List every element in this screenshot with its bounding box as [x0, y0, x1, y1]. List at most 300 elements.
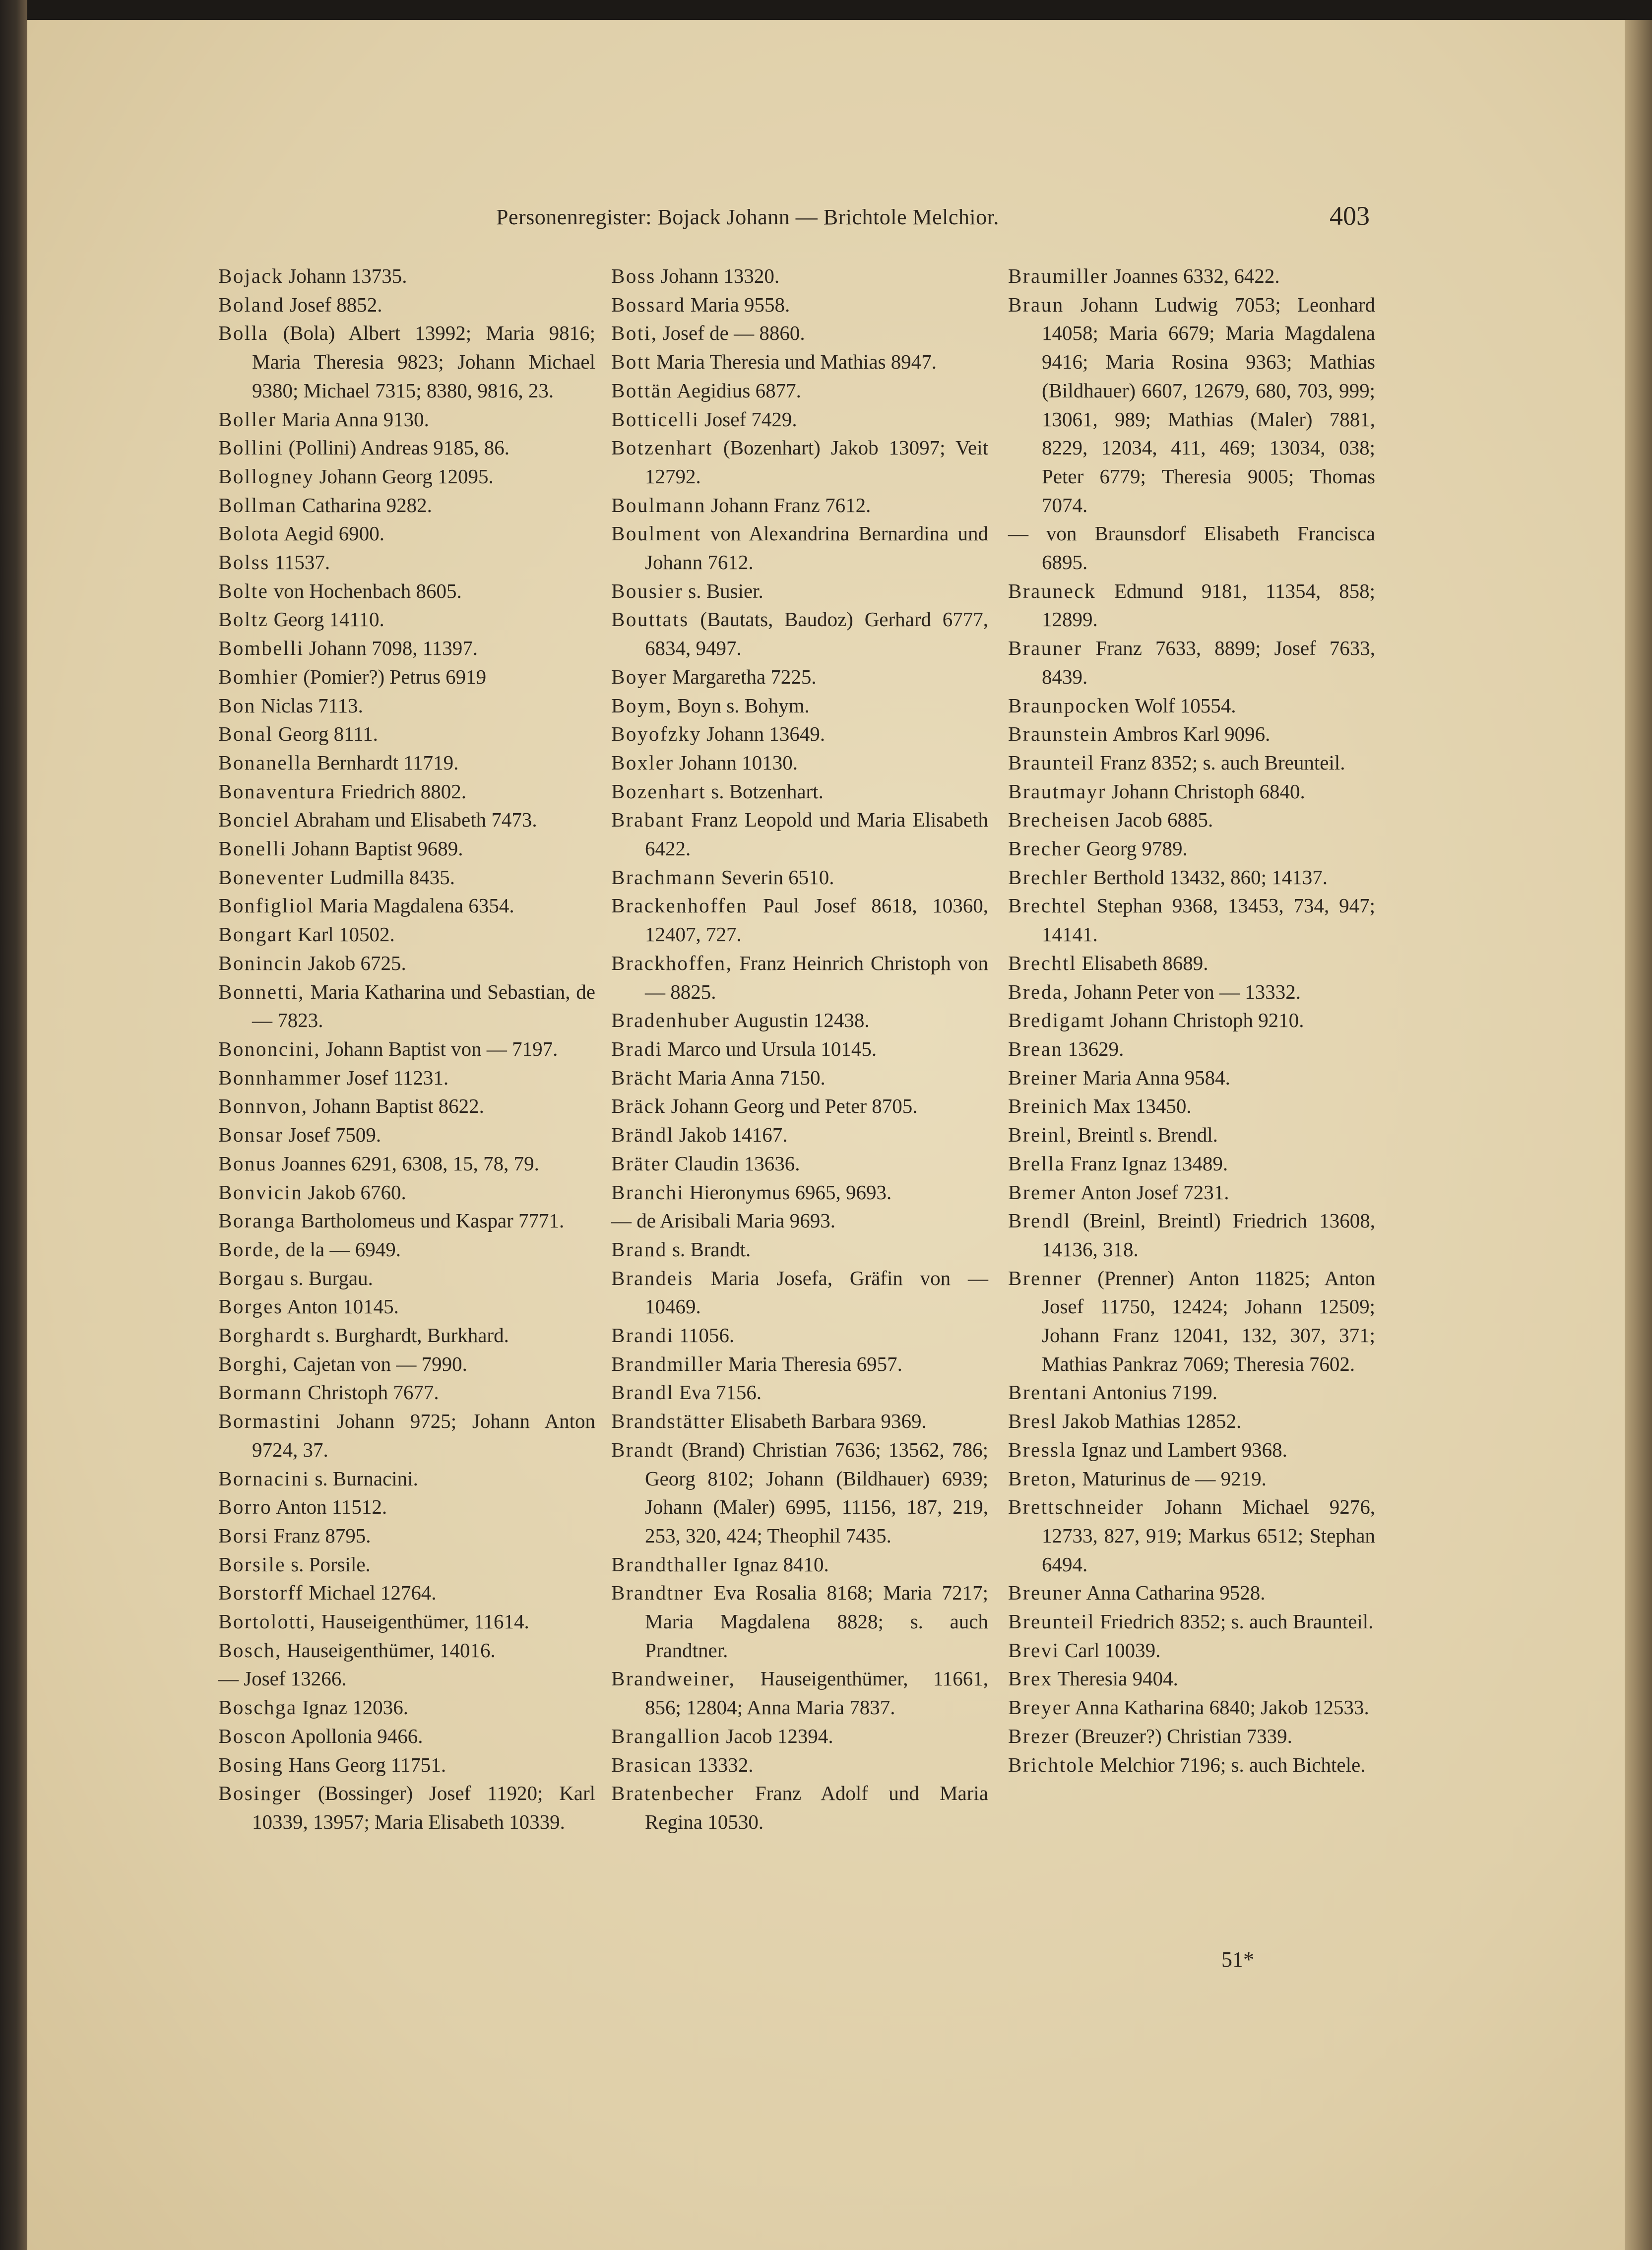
entry-text: Georg 8111. [273, 722, 378, 746]
entry-text: Johann 13320. [655, 264, 780, 287]
entry-lemma: Borsi [218, 1524, 269, 1547]
index-entry [218, 920, 595, 949]
entry-text: Bartholomeus und Kaspar 7771. [296, 1209, 565, 1232]
index-column-2 [611, 262, 988, 1837]
entry-text: Johann Christoph 9210. [1105, 1009, 1304, 1032]
entry-text: Franz Adolf und Maria Regina 10530. [645, 1782, 988, 1833]
entry-text: Cajetan von — 7990. [288, 1352, 467, 1375]
entry-lemma: Breyer [1008, 1696, 1071, 1719]
index-entry [218, 1321, 595, 1350]
index-entry [1008, 1064, 1375, 1093]
index-entry [1008, 1092, 1375, 1121]
entry-text: Margaretha 7225. [667, 665, 817, 688]
entry-lemma: Brentani [1008, 1381, 1088, 1404]
entry-lemma: Boxler [611, 751, 674, 774]
index-entry [218, 1235, 595, 1264]
entry-text: s. Porsile. [285, 1552, 371, 1576]
entry-text: Friedrich 8802. [335, 779, 467, 803]
entry-text: (Breinl, Breintl) Friedrich 13608, 14136, 318. [1042, 1209, 1375, 1261]
entry-lemma: Bradenhuber [611, 1009, 730, 1032]
index-column-1 [218, 262, 595, 1837]
index-entry [611, 1665, 988, 1722]
entry-text: Josef 11231. [341, 1066, 449, 1089]
entry-text: Georg 9789. [1081, 837, 1188, 860]
index-entry [611, 1235, 988, 1264]
entry-text: s. Busier. [683, 579, 763, 602]
index-entry [218, 692, 595, 720]
entry-lemma: Brächt [611, 1066, 673, 1089]
entry-lemma: Brechtel [1008, 894, 1087, 917]
index-entry [218, 434, 595, 462]
entry-text: (Bossinger) Josef 11920; Karl 10339, 13957; Maria Elisabeth 10339. [252, 1782, 595, 1833]
entry-text: Ignaz und Lambert 9368. [1077, 1438, 1287, 1461]
entry-text: Maria Anna 9584. [1078, 1066, 1230, 1089]
entry-lemma: Boyofzky [611, 722, 701, 746]
index-entry [218, 835, 595, 863]
entry-lemma: Botticelli [611, 407, 699, 431]
entry-text: Johann Christoph 6840. [1106, 779, 1305, 803]
index-entry [218, 1292, 595, 1321]
entry-text: Breintl s. Brendl. [1073, 1123, 1218, 1147]
index-entry [1008, 291, 1375, 520]
entry-text: Niclas 7113. [255, 694, 363, 717]
entry-text: Friedrich 8352; s. auch Braunteil. [1095, 1610, 1374, 1633]
index-entry [1008, 1579, 1375, 1607]
entry-text: Jakob 6725. [303, 951, 406, 974]
index-entry [611, 1779, 988, 1836]
index-entry [611, 892, 988, 949]
entry-text: (Pomier?) Petrus 6919 [298, 665, 487, 688]
index-entry [1008, 835, 1375, 863]
entry-text: Franz 8795. [268, 1524, 371, 1547]
index-entry [1008, 1150, 1375, 1178]
entry-text: s. Brandt. [667, 1237, 751, 1261]
index-entry [611, 949, 988, 1006]
entry-lemma: Brandt [611, 1438, 674, 1461]
entry-text: Ambros Karl 9096. [1108, 722, 1271, 746]
entry-lemma: Breinich [1008, 1094, 1088, 1118]
entry-text: Jakob 6760. [303, 1180, 406, 1204]
entry-lemma: Bresl [1008, 1410, 1058, 1433]
entry-lemma: Bottän [611, 379, 673, 402]
entry-text: Josef 7429. [699, 407, 797, 431]
entry-text: Jakob Mathias 12852. [1057, 1410, 1242, 1433]
entry-text: (Bozenhart) Jakob 13097; Veit 12792. [645, 436, 988, 488]
entry-lemma: Bononcini, [218, 1037, 321, 1060]
index-entry [1008, 519, 1375, 577]
page-edge-shadow [1625, 20, 1652, 2250]
entry-text: Ludmilla 8435. [324, 865, 455, 889]
entry-text: Franz 8352; s. auch Breunteil. [1095, 751, 1345, 774]
entry-lemma: Breunteil [1008, 1610, 1095, 1633]
entry-text: 11056. [674, 1324, 735, 1347]
entry-text: Johann Michael 9276, 12733, 827, 919; Markus 6512; Stephan 6494. [1042, 1495, 1375, 1576]
entry-lemma: Borsile [218, 1552, 286, 1576]
entry-lemma: Bongart [218, 923, 293, 946]
entry-text: (Breuzer?) Christian 7339. [1070, 1724, 1292, 1747]
index-entry [611, 1264, 988, 1321]
entry-lemma: Botzenhart [611, 436, 713, 459]
entry-lemma: Bonsar [218, 1123, 284, 1147]
entry-text: s. Burghardt, Burkhard. [312, 1324, 509, 1347]
entry-text: Anton Josef 7231. [1076, 1180, 1229, 1204]
index-entry [218, 1779, 595, 1836]
index-entry [218, 1350, 595, 1379]
entry-lemma: Bouttats [611, 608, 689, 631]
index-entry [218, 1465, 595, 1493]
entry-lemma: Brechler [1008, 865, 1088, 889]
entry-text: s. Burgau. [285, 1266, 373, 1289]
entry-lemma: Brean [1008, 1037, 1063, 1060]
entry-lemma: Bollogney [218, 464, 315, 488]
entry-text: von Alexandrina Bernardina und Johann 7612. [645, 522, 988, 574]
entry-lemma: Brezer [1008, 1724, 1070, 1747]
index-entry [1008, 577, 1375, 634]
entry-lemma: Brandi [611, 1324, 674, 1347]
entry-lemma: Bozenhart [611, 779, 706, 803]
entry-text: Franz Ignaz 13489. [1065, 1152, 1228, 1175]
scan-top-border [0, 0, 1652, 20]
index-entry [611, 692, 988, 720]
index-entry [218, 1579, 595, 1607]
index-entry [1008, 863, 1375, 892]
index-entry [1008, 1693, 1375, 1722]
entry-text: 13332. [692, 1753, 754, 1776]
index-entry [218, 749, 595, 777]
entry-text: Aegidius 6877. [673, 379, 801, 402]
entry-lemma: Bonnhammer [218, 1066, 342, 1089]
index-entry [218, 577, 595, 606]
index-entry [218, 1264, 595, 1293]
entry-lemma: Boland [218, 293, 285, 316]
index-entry [611, 1178, 988, 1207]
index-entry [611, 605, 988, 662]
entry-text: Severin 6510. [716, 865, 834, 889]
entry-lemma: Boschga [218, 1696, 297, 1719]
entry-text: Hauseigenthümer, 14016. [281, 1638, 496, 1662]
entry-lemma: Brechtl [1008, 951, 1077, 974]
index-entry [218, 491, 595, 520]
entry-text: (Bola) Albert 13992; Maria 9816; Maria Theresia 9823; Johann Michael 9380; Michael 7315; 8380, 9816, 23. [252, 321, 595, 402]
entry-text: von Hochenbach 8605. [268, 579, 462, 602]
index-entry [218, 1092, 595, 1121]
entry-lemma: Borgau [218, 1266, 285, 1289]
entry-text: Johann Georg und Peter 8705. [666, 1094, 918, 1118]
entry-lemma: Bremer [1008, 1180, 1077, 1204]
entry-text: Hieronymus 6965, 9693. [684, 1180, 892, 1204]
entry-text: Joannes 6332, 6422. [1108, 264, 1280, 287]
index-entry [611, 348, 988, 377]
entry-text: Maria 9558. [685, 293, 790, 316]
entry-lemma: Bosing [218, 1753, 284, 1776]
entry-text: Elisabeth 8689. [1077, 951, 1208, 974]
entry-text: Johann 10130. [674, 751, 798, 774]
index-column-3 [1008, 262, 1375, 1779]
entry-lemma: Boym, [611, 694, 672, 717]
page-number: 403 [1330, 201, 1370, 231]
entry-lemma: Brettschneider [1008, 1495, 1144, 1519]
entry-text: Aegid 6900. [280, 522, 385, 545]
index-entry [1008, 692, 1375, 720]
entry-text: Johann 9725; Johann Anton 9724, 37. [252, 1410, 595, 1461]
entry-text: Jacob 12394. [721, 1724, 833, 1747]
index-entry [218, 291, 595, 320]
entry-lemma: Braunteil [1008, 751, 1095, 774]
index-entry [611, 1579, 988, 1665]
index-entry [218, 1493, 595, 1522]
index-entry [1008, 1751, 1375, 1780]
entry-text: Boyn s. Bohym. [672, 694, 810, 717]
entry-text: Maria Katharina und Sebastian, de — 7823. [252, 980, 595, 1032]
entry-lemma: Borro [218, 1495, 272, 1519]
entry-text: Johann Georg 12095. [314, 464, 494, 488]
entry-lemma: Brandl [611, 1381, 674, 1404]
entry-lemma: Braun [1008, 293, 1064, 316]
index-entry [218, 462, 595, 491]
entry-text: (Bautats, Baudoz) Gerhard 6777, 6834, 9497. [645, 608, 988, 660]
entry-lemma: Bredigamt [1008, 1009, 1105, 1032]
entry-text: Maria Anna 9130. [276, 407, 429, 431]
index-entry [218, 978, 595, 1035]
index-entry [218, 1636, 595, 1665]
entry-lemma: Bressla [1008, 1438, 1077, 1461]
entry-lemma: Brenner [1008, 1266, 1082, 1289]
entry-lemma: Brautmayr [1008, 779, 1106, 803]
index-entry [218, 892, 595, 920]
entry-lemma: Bousier [611, 579, 684, 602]
entry-text: Edmund 9181, 11354, 858; 12899. [1042, 579, 1375, 631]
entry-text: Paul Josef 8618, 10360, 12407, 727. [645, 894, 988, 946]
entry-text: Anton 11512. [272, 1495, 387, 1519]
entry-lemma: Bolss [218, 551, 270, 574]
index-entry [218, 405, 595, 434]
book-spine [0, 0, 27, 2250]
index-entry [218, 1178, 595, 1207]
entry-text: Catharina 9282. [297, 493, 432, 516]
entry-text: Carl 10039. [1059, 1638, 1161, 1662]
index-entry [1008, 1035, 1375, 1064]
entry-text: Marco und Ursula 10145. [662, 1037, 877, 1060]
index-entry [1008, 1121, 1375, 1150]
index-entry [611, 1150, 988, 1178]
entry-text: 11537. [269, 551, 330, 574]
entry-lemma: Brangallion [611, 1724, 721, 1747]
entry-lemma: Brandmiller [611, 1352, 723, 1375]
index-entry [218, 548, 595, 577]
index-entry [1008, 1465, 1375, 1493]
index-entry [218, 663, 595, 692]
entry-lemma: Bormastini [218, 1410, 321, 1433]
index-entry [1008, 1436, 1375, 1465]
entry-text: Eva 7156. [674, 1381, 762, 1404]
index-entry [1008, 777, 1375, 806]
index-entry [1008, 1006, 1375, 1035]
entry-text: Johann Peter von — 13332. [1069, 980, 1301, 1003]
entry-text: — de Arisibali Maria 9693. [611, 1209, 836, 1232]
entry-text: Josef de — 8860. [657, 321, 805, 345]
entry-text: Stephan 9368, 13453, 734, 947; 14141. [1042, 894, 1375, 946]
entry-text: Berthold 13432, 860; 14137. [1088, 865, 1328, 889]
entry-lemma: Bonincin [218, 951, 303, 974]
index-entry [218, 1150, 595, 1178]
entry-text: Abraham und Elisabeth 7473. [290, 808, 537, 832]
index-entry [1008, 1636, 1375, 1665]
index-entry [611, 291, 988, 320]
entry-text: (Pollini) Andreas 9185, 86. [283, 436, 509, 459]
entry-text: Johann 7098, 11397. [304, 637, 478, 660]
entry-text: Maturinus de — 9219. [1077, 1467, 1267, 1490]
index-entry [1008, 1207, 1375, 1264]
entry-text: Wolf 10554. [1130, 694, 1236, 717]
index-entry [218, 1665, 595, 1693]
entry-lemma: Bonal [218, 722, 273, 746]
entry-text: Jacob 6885. [1111, 808, 1213, 832]
index-entry [218, 1064, 595, 1093]
index-entry [218, 949, 595, 978]
index-entry [1008, 1264, 1375, 1379]
entry-lemma: Braunstein [1008, 722, 1109, 746]
index-entry [1008, 749, 1375, 777]
index-entry [218, 319, 595, 405]
entry-lemma: Bott [611, 350, 651, 374]
index-entry [218, 262, 595, 291]
entry-lemma: Brandeis [611, 1266, 694, 1289]
entry-lemma: Bollman [218, 493, 297, 516]
entry-lemma: Bonelli [218, 837, 287, 860]
entry-text: Johann 13649. [701, 722, 826, 746]
entry-lemma: Boscon [218, 1724, 287, 1747]
entry-lemma: Brackenhoffen [611, 894, 748, 917]
index-entry [218, 1035, 595, 1064]
index-entry [218, 1751, 595, 1780]
entry-lemma: Brandthaller [611, 1552, 728, 1576]
index-entry [218, 863, 595, 892]
entry-lemma: Bon [218, 694, 256, 717]
entry-text: Hans Georg 11751. [283, 1753, 446, 1776]
index-entry [1008, 892, 1375, 949]
entry-lemma: Brella [1008, 1152, 1066, 1175]
index-entry [611, 319, 988, 348]
entry-lemma: Brichtole [1008, 1753, 1095, 1776]
entry-lemma: Brand [611, 1237, 667, 1261]
entry-lemma: Brex [1008, 1667, 1053, 1690]
index-entry [218, 1722, 595, 1751]
running-head: Personenregister: Bojack Johann — Brichtole Melchior. [496, 205, 999, 229]
entry-lemma: Bonciel [218, 808, 291, 832]
signature-mark: 51* [1221, 1947, 1254, 1972]
index-entry [611, 1207, 988, 1235]
entry-text: Claudin 13636. [669, 1152, 800, 1175]
entry-text: (Prenner) Anton 11825; Anton Josef 11750, 12424; Johann 12509; Johann Franz 12041, 132, 307, 371; Mathias Pankraz 7069; Theresia 7602. [1042, 1266, 1375, 1375]
index-entry [611, 1751, 988, 1780]
index-entry [218, 806, 595, 835]
entry-lemma: Brasican [611, 1753, 693, 1776]
entry-lemma: Bonaventura [218, 779, 336, 803]
entry-lemma: Bornacini [218, 1467, 310, 1490]
entry-text: (Brand) Christian 7636; 13562, 786; Georg 8102; Johann (Bildhauer) 6939; Johann (Maler) 6995, 11156, 187, 219, 253, 320, 424; Theophil 7435. [645, 1438, 988, 1547]
entry-lemma: Breton, [1008, 1467, 1078, 1490]
entry-lemma: Brandstätter [611, 1410, 726, 1433]
entry-text: Melchior 7196; s. auch Bichtele. [1095, 1753, 1366, 1776]
entry-lemma: Bonanella [218, 751, 312, 774]
entry-text: Jakob 14167. [674, 1123, 788, 1147]
entry-lemma: Brauner [1008, 637, 1082, 660]
index-entry [1008, 978, 1375, 1007]
entry-lemma: Brackhoffen, [611, 951, 733, 974]
entry-lemma: Brandweiner, [611, 1667, 736, 1690]
entry-lemma: Borde, [218, 1237, 281, 1261]
entry-lemma: Bojack [218, 264, 284, 287]
index-entry [611, 262, 988, 291]
entry-lemma: Brevi [1008, 1638, 1060, 1662]
entry-lemma: Bormann [218, 1381, 303, 1404]
entry-text: Ignaz 12036. [297, 1696, 409, 1719]
index-entry [611, 806, 988, 863]
index-entry [1008, 1178, 1375, 1207]
entry-lemma: Braunpocken [1008, 694, 1131, 717]
entry-lemma: Breinl, [1008, 1123, 1073, 1147]
index-entry [1008, 806, 1375, 835]
index-entry [611, 1350, 988, 1379]
entry-lemma: Bonfigliol [218, 894, 315, 917]
entry-lemma: Bolota [218, 522, 280, 545]
index-entry [611, 577, 988, 606]
index-entry [611, 377, 988, 405]
entry-text: Max 13450. [1088, 1094, 1192, 1118]
index-entry [611, 434, 988, 491]
entry-lemma: Bratenbecher [611, 1782, 735, 1805]
entry-text: Apollonia 9466. [287, 1724, 423, 1747]
entry-lemma: Brecheisen [1008, 808, 1111, 832]
entry-text: Franz Leopold und Maria Elisabeth 6422. [645, 808, 988, 860]
entry-lemma: Breda, [1008, 980, 1070, 1003]
entry-text: Anna Katharina 6840; Jakob 12533. [1071, 1696, 1369, 1719]
entry-lemma: Bomhier [218, 665, 298, 688]
entry-text: Maria Magdalena 6354. [314, 894, 514, 917]
entry-lemma: Bonvicin [218, 1180, 303, 1204]
entry-lemma: Bombelli [218, 637, 304, 660]
index-entry [218, 777, 595, 806]
entry-text: Franz Heinrich Christoph von — 8825. [645, 951, 988, 1003]
entry-lemma: Breiner [1008, 1066, 1078, 1089]
entry-text: Antonius 7199. [1088, 1381, 1218, 1404]
entry-lemma: Brändl [611, 1123, 674, 1147]
entry-text: Elisabeth Barbara 9369. [725, 1410, 927, 1433]
index-entry [1008, 634, 1375, 691]
index-entry [611, 1064, 988, 1093]
index-entry [218, 1407, 595, 1464]
entry-text: Joannes 6291, 6308, 15, 78, 79. [276, 1152, 539, 1175]
entry-text: Christoph 7677. [303, 1381, 439, 1404]
entry-text: Franz 7633, 8899; Josef 7633, 8439. [1042, 637, 1375, 688]
index-entry [1008, 1607, 1375, 1636]
entry-text: Maria Theresia 6957. [723, 1352, 902, 1375]
entry-text: Ignaz 8410. [727, 1552, 829, 1576]
index-entry [1008, 949, 1375, 978]
index-entry [611, 863, 988, 892]
index-entry [611, 1006, 988, 1035]
entry-text: 13629. [1063, 1037, 1124, 1060]
index-entry [611, 663, 988, 692]
entry-lemma: Boyer [611, 665, 667, 688]
entry-text: Georg 14110. [268, 608, 384, 631]
entry-text: Johann 13735. [283, 264, 407, 287]
index-entry [218, 1550, 595, 1579]
index-entry [611, 491, 988, 520]
index-entry [611, 1321, 988, 1350]
index-entry [218, 634, 595, 663]
entry-lemma: Bräck [611, 1094, 666, 1118]
